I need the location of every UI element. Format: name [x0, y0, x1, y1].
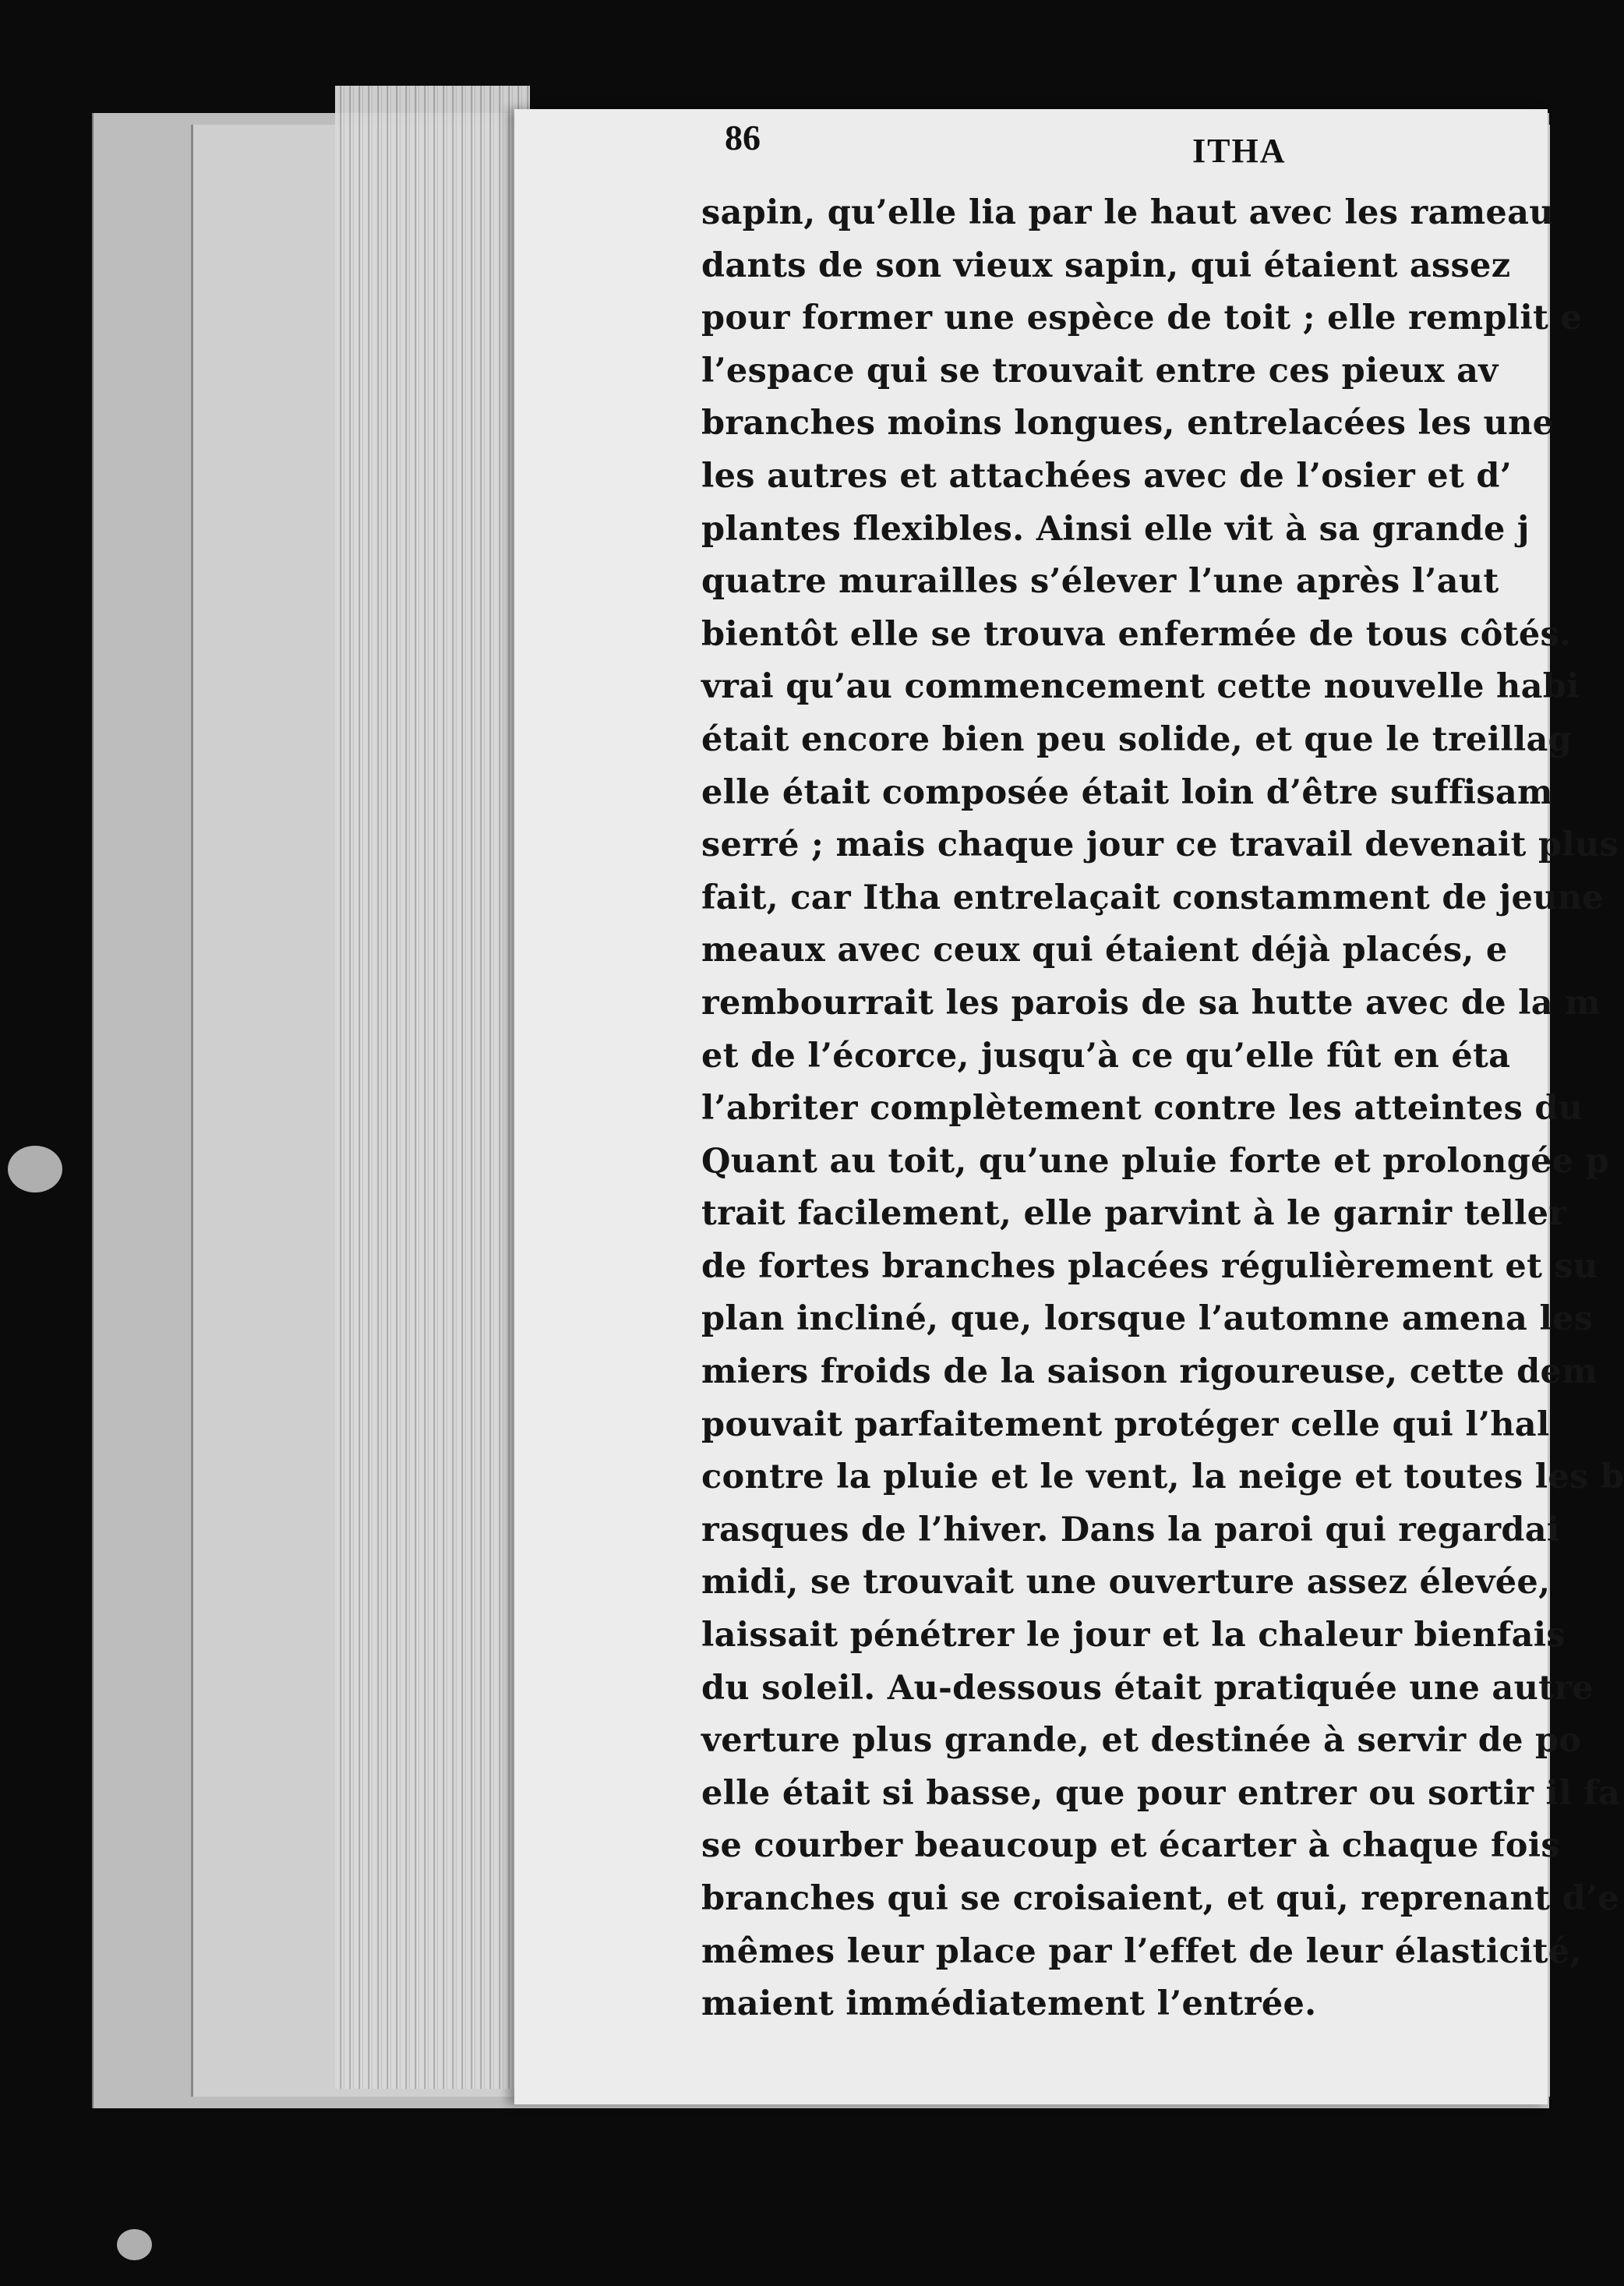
text-line: les autres et attachées avec de l’osier et d’ [701, 456, 1513, 496]
running-head: ITHA [1192, 132, 1287, 170]
text-line: l’espace qui se trouvait entre ces pieux av [701, 351, 1499, 390]
text-line: vrai qu’au commencement cette nouvelle habi [701, 667, 1580, 707]
text-line: du soleil. Au-dessous était pratiquée une autre [701, 1668, 1594, 1708]
text-line: de fortes branches placées régulièrement et su [701, 1246, 1598, 1286]
text-line: elle était si basse, que pour entrer ou sortir il fa [701, 1773, 1621, 1813]
text-line: rasques de l’hiver. Dans la paroi qui regardai [701, 1510, 1560, 1549]
text-line: pour former une espèce de toit ; elle remplit e [701, 299, 1583, 338]
text-line: elle était composée était loin d’être suffisam [701, 772, 1553, 812]
text-line: dants de son vieux sapin, qui étaient assez [701, 246, 1511, 285]
text-line: se courber beaucoup et écarter à chaque fois [701, 1826, 1560, 1866]
text-line: l’abriter complètement contre les atteintes du [701, 1089, 1583, 1129]
text-line: laissait pénétrer le jour et la chaleur bienfais [701, 1616, 1566, 1655]
body-text [701, 187, 1624, 2024]
text-line: contre la pluie et le vent, la neige et toutes les b [701, 1457, 1624, 1497]
text-line: mêmes leur place par l’effet de leur élasticité, [701, 1931, 1582, 1971]
text-line: quatre murailles s’élever l’une après l’aut [701, 562, 1499, 602]
text-line: meaux avec ceux qui étaient déjà placés, e [701, 931, 1508, 970]
text-line: maient immédiatement l’entrée. [701, 1984, 1317, 2024]
text-line: Quant au toit, qu’une pluie forte et prolongée p [701, 1141, 1610, 1181]
dust-speck [117, 2229, 152, 2260]
page-stack-edges [335, 86, 530, 2089]
text-line: fait, car Itha entrelaçait constamment de jeune [701, 878, 1604, 917]
text-line: midi, se trouvait une ouverture assez élevée, [701, 1563, 1551, 1602]
text-line: bientôt elle se trouva enfermée de tous côtés. [701, 614, 1572, 654]
text-line: verture plus grande, et destinée à servir de po [701, 1721, 1582, 1761]
text-line: rembourrait les parois de sa hutte avec de la m [701, 983, 1601, 1023]
page-number: 86 [725, 118, 761, 157]
text-line: était encore bien peu solide, et que le treillag [701, 719, 1573, 759]
text-line: branches moins longues, entrelacées les une [701, 404, 1555, 443]
text-line: sapin, qu’elle lia par le haut avec les rameau [701, 193, 1554, 232]
text-line: plan incliné, que, lorsque l’automne amena les [701, 1299, 1594, 1339]
text-line: miers froids de la saison rigoureuse, cette dem [701, 1352, 1598, 1392]
text-line: serré ; mais chaque jour ce travail devenait plus [701, 825, 1619, 865]
text-line: pouvait parfaitement protéger celle qui l’hal [701, 1404, 1550, 1444]
text-line: et de l’écorce, jusqu’à ce qu’elle fût en éta [701, 1036, 1511, 1076]
dust-speck [8, 1146, 62, 1192]
text-line: trait facilement, elle parvint à le garnir teller [701, 1194, 1567, 1234]
text-line: plantes flexibles. Ainsi elle vit à sa grande j [701, 509, 1530, 549]
text-line: branches qui se croisaient, et qui, reprenant d’e [701, 1879, 1619, 1918]
